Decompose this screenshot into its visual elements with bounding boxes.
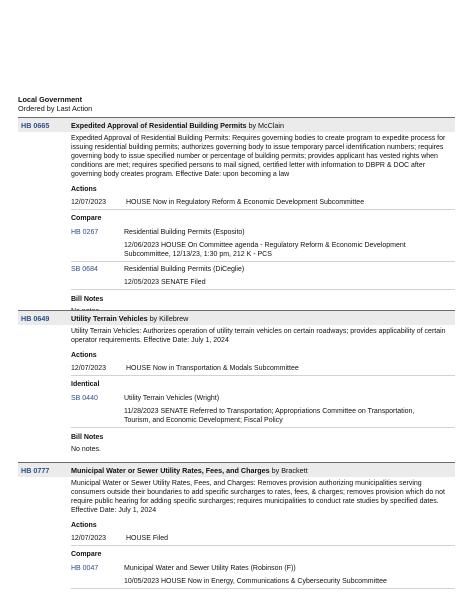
actions-heading: Actions [71,351,97,359]
bill-title [71,314,188,323]
bill-header [18,117,455,132]
action-row [71,532,455,546]
page-title: Local Government [18,95,83,104]
bill-title-text: Expedited Approval of Residential Building Permits [71,120,247,130]
page-subtitle: Ordered by Last Action [18,104,93,113]
related-bill-action: 11/28/2023 SENATE Referred to Transportation; Appropriations Committee on Transportation, Tourism, and Economic Development; Fiscal Policy [124,407,415,424]
action-text: HOUSE Now in Regulatory Reform & Economic Development Subcommittee [126,198,365,206]
bill-title-text: Municipal Water or Sewer Utility Rates, Fees, and Charges [71,465,270,475]
related-bill-link[interactable]: HB 0267 [71,228,99,236]
action-text: HOUSE Filed [126,534,169,542]
related-bill [71,225,455,262]
action-date: 12/07/2023 [71,364,107,372]
action-date: 12/07/2023 [71,534,107,542]
bill-notes-heading: Bill Notes [71,433,104,441]
compare-heading: Compare [71,214,102,222]
related-bill-link[interactable]: SB 0684 [71,265,98,273]
related-bill-action: 10/05/2023 HOUSE Now in Energy, Communications & Cybersecurity Subcommittee [124,577,387,585]
page-header [18,95,92,113]
related-bill-action: 12/05/2023 SENATE Filed [124,278,206,286]
bill-sponsor: by Killebrew [149,313,189,323]
related-bill-link[interactable]: SB 0440 [71,394,98,402]
bill-description: Expedited Approval of Residential Building Permits: Requires governing bodies to create program to expedite process for issuing residential building permits; authorizes governing body to issue temporary parcel identification numbers; requires governing body to issue specified number or percentage of building permits; provides applicant has vested rights when conditions are met; requires specified persons to mail signed, certified letter with information to DBPR & DOC after governing body creates program. Effective Date: upon becoming a law [71,135,446,178]
related-bill-title: Residential Building Permits (DiCeglie) [124,265,245,273]
bill-title-text: Utility Terrain Vehicles [71,313,148,323]
bill-entry [18,117,455,318]
bill-entry [18,462,455,589]
related-bill [71,391,455,428]
bill-id-link[interactable]: HB 0777 [21,465,50,475]
bill-entry [18,310,455,456]
action-row [71,196,455,210]
bill-notes: No notes. [71,446,101,454]
related-bill-title: Municipal Water and Sewer Utility Rates (Robinson (F)) [124,564,296,572]
actions-heading: Actions [71,521,97,529]
bill-notes-heading: Bill Notes [71,295,104,303]
bill-description: Municipal Water or Sewer Utility Rates, Fees, and Charges: Removes provision authorizing municipalities serving consumers outside their boundaries to add specific surcharges to rates, fees, & charges; removes provision which do not require public hearing for adding specific surcharges; requires municipalities to conduct rate studies by specified dates. Effective Date: July 1, 2024 [71,480,445,514]
bill-title [71,466,308,475]
bill-id-link[interactable]: HB 0665 [21,120,50,130]
bill-header [18,310,455,325]
bill-sponsor: by McClain [248,120,285,130]
action-row [71,362,455,376]
actions-heading: Actions [71,185,97,193]
action-text: HOUSE Now in Transportation & Modals Subcommittee [126,364,299,372]
bill-description: Utility Terrain Vehicles: Authorizes operation of utility terrain vehicles on certain roadways; provides applicability of certain operator requirements. Effective Date: July 1, 2024 [71,328,446,344]
related-bill-title: Utility Terrain Vehicles (Wright) [124,394,220,402]
bill-id-link[interactable]: HB 0649 [21,313,50,323]
bill-header [18,462,455,477]
related-bill [71,262,455,290]
compare-heading: Compare [71,550,102,558]
related-bill [71,561,455,589]
bill-sponsor: by Brackett [271,465,308,475]
related-bill-action: 12/06/2023 HOUSE On Committee agenda - Regulatory Reform & Economic Development Subcommittee, 12/13/23, 1:30 pm, 212 K - PCS [124,241,406,258]
bill-title [71,121,284,130]
identical-heading: Identical [71,380,100,388]
related-bill-link[interactable]: HB 0047 [71,564,99,572]
action-date: 12/07/2023 [71,198,107,206]
related-bill-title: Residential Building Permits (Esposito) [124,228,245,236]
